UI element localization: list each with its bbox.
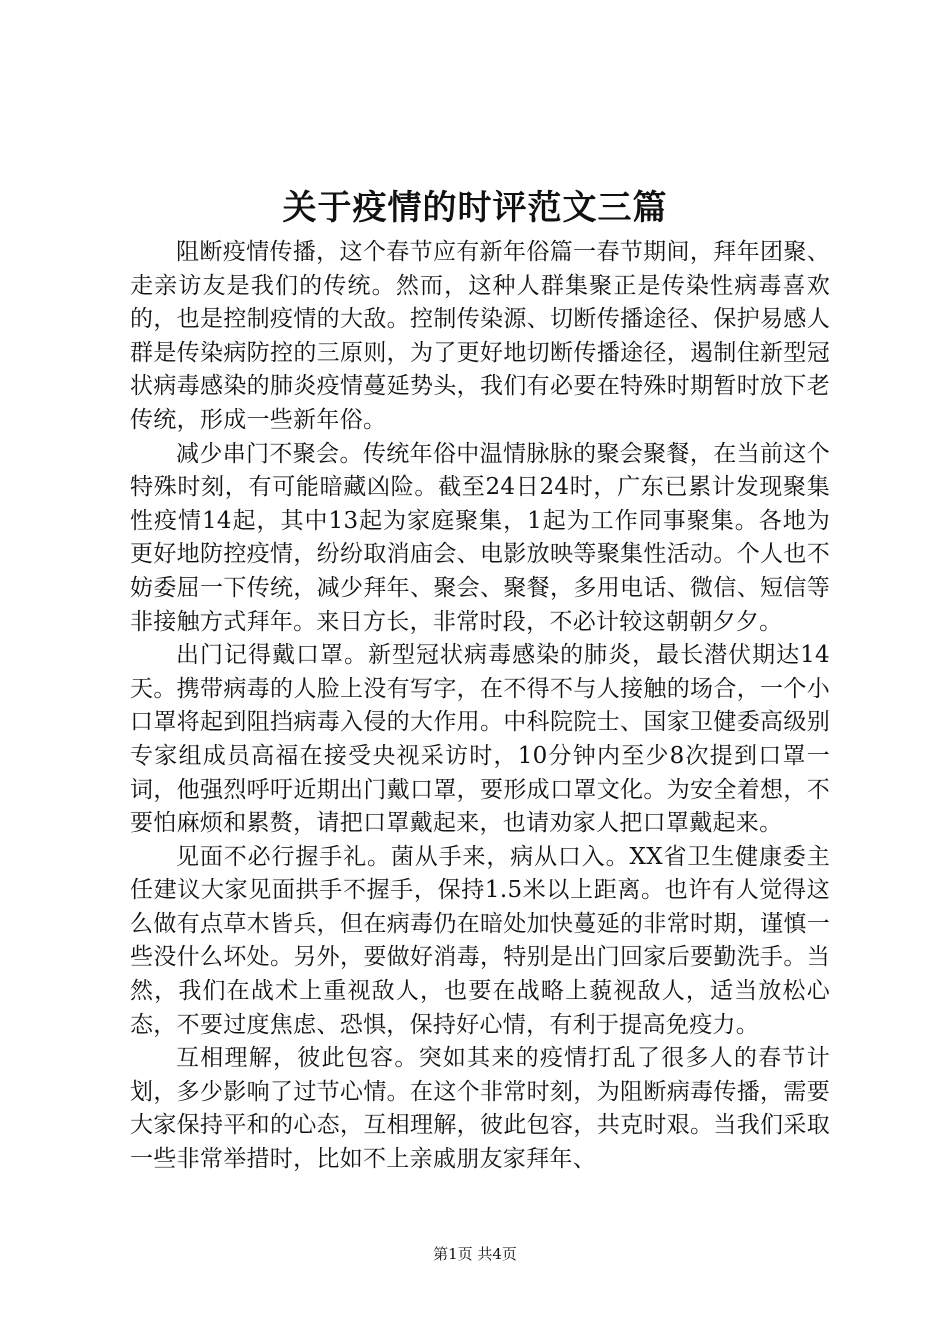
paragraph-wear-mask: 出门记得戴口罩。新型冠状病毒感染的肺炎，最长潜伏期达14天。携带病毒的人脸上没有写字，在不得不与人接触的场合，一个小口罩将起到阻挡病毒入侵的大作用。中科院院士、国家卫健委高级别专家组成员高福在接受央视采访时，10分钟内至少8次提到口罩一词，他强烈呼吁近期出门戴口罩，要形成口罩文化。为安全着想，不要怕麻烦和累赘，请把口罩戴起来，也请劝家人把口罩戴起来。 bbox=[130, 642, 830, 837]
document-body bbox=[130, 236, 830, 1177]
paragraph-no-handshake: 见面不必行握手礼。菌从手来，病从口入。XX省卫生健康委主任建议大家见面拱手不握手，保持1.5米以上距离。也许有人觉得这么做有点草木皆兵，但在病毒仍在暗处加快蔓延的非常时期，谨慎一些没什么坏处。另外，要做好消毒，特别是出门回家后要勤洗手。当然，我们在战术上重视敌人，也要在战略上藐视敌人，适当放松心态，不要过度焦虑、恐惧，保持好心情，有利于提高免疫力。 bbox=[130, 843, 830, 1038]
document-title: 关于疫情的时评范文三篇 bbox=[282, 188, 668, 228]
page-number-footer: 第1页 共4页 bbox=[433, 1245, 517, 1263]
paragraph-no-gathering: 减少串门不聚会。传统年俗中温情脉脉的聚会聚餐，在当前这个特殊时刻，有可能暗藏凶险。截至24日24时，广东已累计发现聚集性疫情14起，其中13起为家庭聚集，1起为工作同事聚集。各地为更好地防控疫情，纷纷取消庙会、电影放映等聚集性活动。个人也不妨委屈一下传统，减少拜年、聚会、聚餐，多用电话、微信、短信等非接触方式拜年。来日方长，非常时段，不必计较这朝朝夕夕。 bbox=[130, 440, 830, 635]
paragraph-intro: 阻断疫情传播，这个春节应有新年俗篇一春节期间，拜年团聚、走亲访友是我们的传统。然而，这种人群集聚正是传染性病毒喜欢的，也是控制疫情的大敌。控制传染源、切断传播途径、保护易感人群是传染病防控的三原则，为了更好地切断传播途径，遏制住新型冠状病毒感染的肺炎疫情蔓延势头，我们有必要在特殊时期暂时放下老传统，形成一些新年俗。 bbox=[130, 239, 830, 433]
paragraph-mutual-understanding: 互相理解，彼此包容。突如其来的疫情打乱了很多人的春节计划，多少影响了过节心情。在这个非常时刻，为阻断病毒传播，需要大家保持平和的心态，互相理解，彼此包容，共克时艰。当我们采取一些非常举措时，比如不上亲戚朋友家拜年、 bbox=[130, 1045, 830, 1173]
